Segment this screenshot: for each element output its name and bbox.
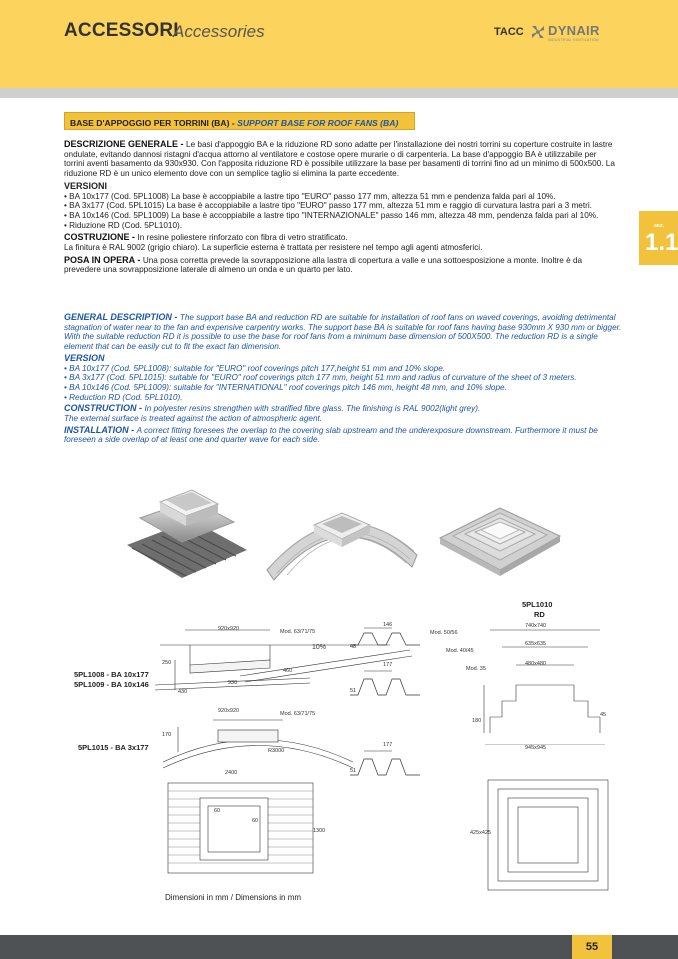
dim-label: 920x920 (218, 708, 240, 714)
drawing-ba-curved-view (158, 712, 368, 772)
en-desc-text: The support base BA and reduction RD are suitable for installation of roof fans on waved coverings, avoiding detrimental stagnation of water near to the fan and expensive carpentry works. The support base BA is suitable for roof fans having base 930mm X 930 mm or bigger. With the suitable reduction RD it is possible to use the base for roof fans from a minimum base dimension of 500X500. The reduction RD is a single element that can be easily cut to fit the exact fan dimension. (64, 313, 622, 352)
product-render-reduction-rd (435, 488, 565, 578)
product-render-curved-base (262, 495, 422, 585)
page-header (0, 0, 678, 88)
dim-label: 945x945 (525, 745, 547, 751)
section-tab (639, 211, 678, 265)
en-install-heading: INSTALLATION - (64, 424, 137, 435)
it-construction-text-2: La finitura è RAL 9002 (grigio chiaro). La superficie esterna è trattata per resistere nel tempo agli agenti atmosferici. (64, 243, 483, 253)
profile-177-b (350, 745, 420, 785)
logo-tagline: INDUSTRIAL VENTILATION (548, 38, 599, 42)
it-version-item: • Riduzione RD (Cod. 5PL1010). (64, 220, 183, 230)
dim-label: 146 (383, 622, 393, 628)
dim-label: Mod. 35 (466, 666, 486, 672)
en-construction (64, 404, 624, 414)
page-title: ACCESSORI (64, 20, 179, 41)
en-description (64, 313, 624, 352)
dim-label: 60 (214, 808, 221, 814)
fan-icon (530, 24, 546, 40)
it-install-text: Una posa corretta prevede la sovrapposizione alla lastra di copertura a valle e una sottoesposizione a monte. Inoltre è da prevedere una sovrapposizione laterale di almeno un onda e un quarto per lato. (64, 255, 583, 275)
page-number: 55 (572, 935, 612, 959)
dim-label: 177 (383, 662, 393, 668)
drawing-label: 5PL1009 - BA 10x146 (74, 680, 149, 689)
drawing-rd-plan (483, 775, 623, 895)
section-title-it: BASE D'APPOGGIO PER TORRINI (BA) - (70, 118, 238, 128)
dim-label: 10% (312, 644, 327, 651)
section-tab-label: SEZ. (654, 223, 665, 228)
dim-label: 60 (252, 818, 259, 824)
dim-label: Mod. 50/56 (430, 630, 458, 636)
section-tab-number: 1.1 (645, 229, 678, 256)
it-version-item: • BA 10x146 (Cod. 5PL1009) La base è accoppiabile a lastre tipo "INTERNAZIONALE" passo 146 mm, altezza 48 mm, pendenza falda pari al 10%. (64, 210, 599, 220)
dim-label: 250 (162, 660, 172, 666)
dim-label: 51 (350, 768, 357, 774)
section-title-en: SUPPORT BASE FOR ROOF FANS (BA) (237, 118, 399, 128)
rd-name: RD (534, 610, 545, 619)
en-installation (64, 426, 624, 445)
dim-label: 180 (472, 718, 482, 724)
profile-177 (350, 665, 420, 705)
dim-label: 45 (600, 712, 607, 718)
dim-label: 51 (350, 688, 357, 694)
en-version-item: • BA 3x177 (Cod. 5PL1015): suitable for "EURO" roof coverings pitch 177 mm, height 51 mm and radius of curvature of the sheet of 3 meters. (64, 373, 577, 383)
page-subtitle: Accessories (173, 22, 265, 41)
dim-label: 425x425 (470, 830, 492, 836)
dim-label: Mod. 63/71/75 (280, 711, 316, 717)
it-install-heading: POSA IN OPERA - (64, 254, 143, 265)
series-code: TACC (494, 26, 524, 38)
en-version-item: • Reduction RD (Cod. 5PL1010). (64, 392, 183, 402)
en-version-item: • BA 10x146 (Cod. 5PL1009): suitable for "INTERNATIONAL" roof coverings pitch 146 mm, height 48 mm, and 10% slope. (64, 382, 507, 392)
drawing-label: 5PL1015 - BA 3x177 (78, 743, 149, 752)
it-version-item: • BA 10x177 (Cod. 5PL1008) La base è accoppiabile a lastre tipo "EURO" passo 177 mm, altezza 51 mm e pendenza falda pari al 10%. (64, 191, 556, 201)
italian-text-block (64, 140, 616, 275)
dim-label: 930 (228, 680, 238, 686)
it-version-item: • BA 3x177 (Cod. 5PL1015) La base è accoppiabile a lastre tipo "EURO" passo 177 mm, altezza 51 mm e raggio di curvatura lastra pari a 3 metri. (64, 201, 592, 211)
header-band (0, 88, 678, 98)
it-construction (64, 233, 616, 243)
dim-label: 430 (178, 689, 188, 695)
it-construction-heading: COSTRUZIONE - (64, 232, 138, 243)
dim-label: Mod. 63/71/75 (280, 629, 316, 635)
it-description (64, 140, 616, 179)
dim-label: 480x480 (525, 661, 547, 667)
dim-label: 48 (350, 644, 357, 650)
dim-label: R3000 (268, 748, 285, 754)
dim-label: 177 (383, 742, 393, 748)
en-versions-heading: VERSION (64, 352, 105, 363)
en-construction-heading: CONSTRUCTION - (64, 403, 145, 414)
product-render-flat-base (122, 480, 252, 580)
dim-label: 920x920 (218, 626, 240, 632)
dim-label: 635x635 (525, 641, 547, 647)
en-construction-text-2: The external surface is treated against the action of atmospheric agent. (64, 414, 323, 424)
section-title-bar (64, 112, 415, 130)
brand-logo (530, 24, 620, 44)
it-construction-text: In resine poliestere rinforzato con fibra di vetro stratificato. (137, 233, 348, 243)
en-version-item: • BA 10x177 (Cod. 5PL1008): suitable for "EURO" roof coverings pitch 177,height 51 mm and 10% slope. (64, 363, 446, 373)
dim-label: 2400 (225, 770, 238, 776)
rd-code: 5PL1010 (522, 600, 553, 609)
it-installation (64, 256, 616, 275)
dimensions-note: Dimensioni in mm / Dimensions in mm (165, 893, 302, 902)
en-construction-text: In polyester resins strengthen with stratified fibre glass. The finishing is RAL 9002(light grey). (144, 404, 481, 414)
logo-wordmark: DYNAIR (548, 23, 600, 38)
dim-label: 1300 (313, 828, 326, 834)
it-desc-heading: DESCRIZIONE GENERALE - (64, 139, 187, 149)
dim-label: 170 (162, 732, 172, 738)
en-desc-heading: GENERAL DESCRIPTION - (64, 312, 180, 322)
dim-label: Mod. 40/45 (446, 648, 474, 654)
en-install-text: A correct fitting foresees the overlap to the covering slab upstream and the underexposure downstream. Furthermore it must be foreseen a side overlap of at least one and quarter wave for each side. (64, 425, 598, 445)
drawing-ba-plan-view (163, 778, 326, 878)
it-versions-heading: VERSIONI (64, 180, 108, 191)
drawing-label: 5PL1008 - BA 10x177 (74, 670, 149, 679)
it-desc-text: Le basi d'appoggio BA e la riduzione RD sono adatte per l'installazione dei nostri torrini su coperture costruite in lastre ondulate, evitando dannosi ristagni d'acqua attorno al ventilatore e costose opere murarie o di carpenteria. La base d'appoggio BA è utilizzabile per torrini aventi basamento da 930x930. Con l'apposita riduzione RD è possibile utilizzare la base per basamenti di torrini fino ad un minimo di 500x500. La riduzione RD è un unico elemento dove con un semplice taglio si elimina la parte eccedente. (64, 140, 615, 179)
dim-label: 740x740 (525, 623, 547, 629)
english-text-block (64, 313, 624, 445)
profile-146 (350, 625, 420, 655)
dim-label: 460 (283, 668, 293, 674)
